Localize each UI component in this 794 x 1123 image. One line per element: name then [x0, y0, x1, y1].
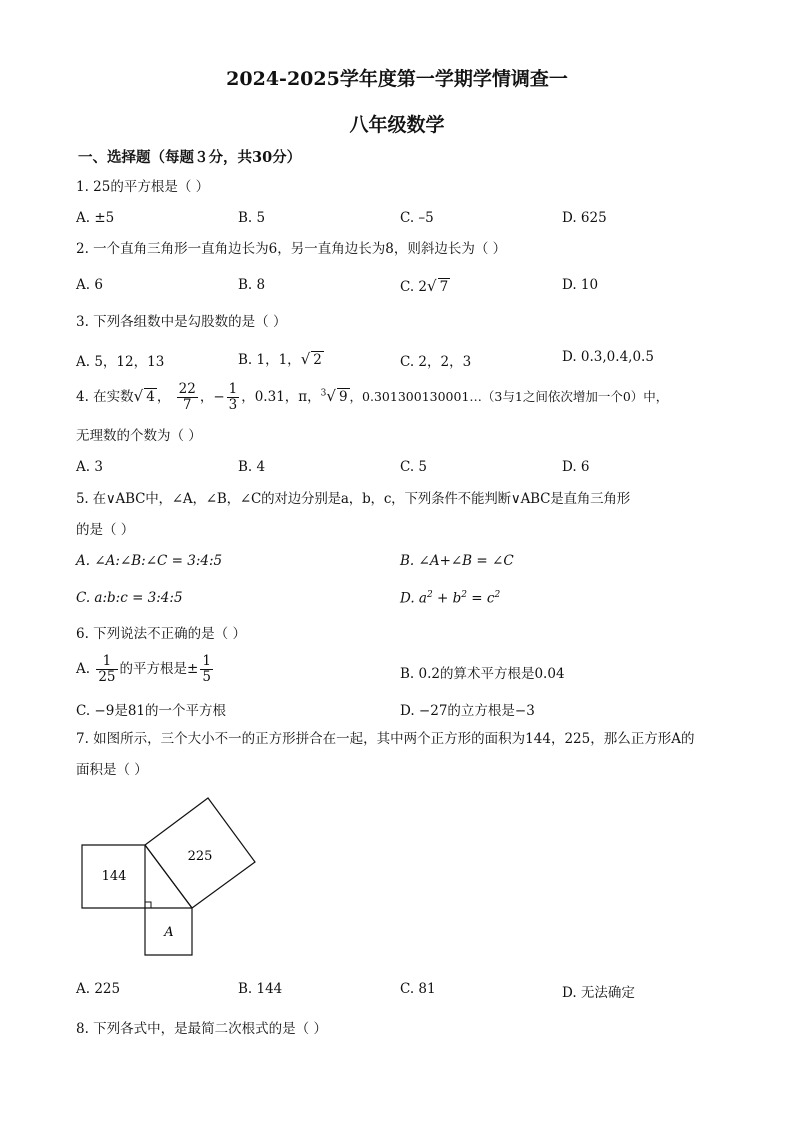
q3-b-radicand: 2: [313, 352, 322, 368]
q2-c-radicand: 7: [439, 279, 449, 295]
q7-option-c: C. 81: [400, 981, 436, 997]
q4-fraction-1-3: $\frac{1}{3}$: [228, 381, 238, 413]
question-6-stem: 6. 下列说法不正确的是（ ）: [76, 626, 246, 642]
q4-option-c: C. 5: [400, 459, 428, 475]
q4-option-d: D. 6: [562, 459, 590, 475]
question-8-stem: 8. 下列各式中，是最简二次根式的是（ ）: [76, 1021, 327, 1037]
squares-figure: [70, 790, 270, 960]
question-1-stem: 1. 25的平方根是（ ）: [76, 179, 210, 195]
q6-option-c: C. −9是81的一个平方根: [76, 703, 227, 719]
triangle-hypotenuse: [145, 845, 192, 908]
label-a: A: [164, 925, 174, 940]
question-7-stem-line2: 面积是（ ）: [76, 762, 148, 778]
q5-option-c: C. a:b:c = 3:4:5: [76, 590, 183, 606]
q2-option-c: C. 2√ 7: [400, 277, 449, 295]
question-7-stem-line1: 7. 如图所示，三个大小不一的正方形拼合在一起，其中两个正方形的面积为144，225，那么正方形A的: [76, 731, 695, 747]
q3-option-a: A. 5，12，13: [76, 354, 165, 370]
label-225: 225: [187, 849, 213, 864]
q1-option-c: C. –5: [400, 210, 434, 226]
q5-option-b: B. ∠A+∠B = ∠C: [400, 553, 514, 569]
q4-option-a: A. 3: [76, 459, 103, 475]
q6-option-d: D. −27的立方根是−3: [400, 703, 535, 719]
q1-option-d: D. 625: [562, 210, 607, 226]
q1-option-b: B. 5: [238, 210, 266, 226]
q6-option-a: A. $\frac{1}{25}$ 的平方根是± $\frac{1}{5}$: [76, 653, 211, 685]
question-5-stem-line1: 5. 在∨ABC中，∠A，∠B，∠C的对边分别是a，b，c，下列条件不能判断∨ABC是直角三角形: [76, 491, 631, 507]
question-2-stem: 2. 一个直角三角形一直角边长为6，另一直角边长为8，则斜边长为（ ）: [76, 241, 507, 257]
question-5-stem-line2: 的是（ ）: [76, 522, 135, 538]
right-angle-mark: [145, 902, 151, 908]
q3-option-d: D. 0.3,0.4,0.5: [562, 349, 654, 365]
q6-option-b: B. 0.2的算术平方根是0.04: [400, 666, 565, 682]
question-4-stem-line1: 4. 在实数√ 4 ， $\frac{22}{7}$ ，− $\frac{1}{3}$ ，0.31，π，$^3$√ 9 ，0.301300130001…（3与1之间依次增加一个0）中，: [76, 381, 669, 413]
exam-subtitle: 八年级数学: [349, 114, 445, 136]
question-3-stem: 3. 下列各组数中是勾股数的是（ ）: [76, 314, 287, 330]
q5-option-a: A. ∠A:∠B:∠C = 3:4:5: [76, 553, 223, 569]
q7-option-d: D. 无法确定: [562, 985, 635, 1001]
q2-option-d: D. 10: [562, 277, 599, 293]
question-4-stem-line2: 无理数的个数为（ ）: [76, 428, 202, 444]
q3-option-c: C. 2，2，3: [400, 354, 472, 370]
section-heading: 一、选择题（每题３分，共30分）: [78, 149, 302, 166]
q2-option-b: B. 8: [238, 277, 266, 293]
q3-option-b: B. 1，1，√ 2: [238, 350, 322, 368]
q7-option-a: A. 225: [76, 981, 121, 997]
label-144: 144: [101, 869, 127, 884]
exam-title: 2024-2025学年度第一学期学情调查一: [226, 68, 568, 90]
q2-option-a: A. 6: [76, 277, 103, 293]
q4-fraction-22-7: $\frac{22}{7}$: [178, 381, 196, 413]
q7-option-b: B. 144: [238, 981, 283, 997]
q4-option-b: B. 4: [238, 459, 266, 475]
q1-option-a: A. ±5: [76, 210, 115, 226]
q5-option-d: D. $a^2 + b^2 = c^2$: [400, 590, 501, 607]
